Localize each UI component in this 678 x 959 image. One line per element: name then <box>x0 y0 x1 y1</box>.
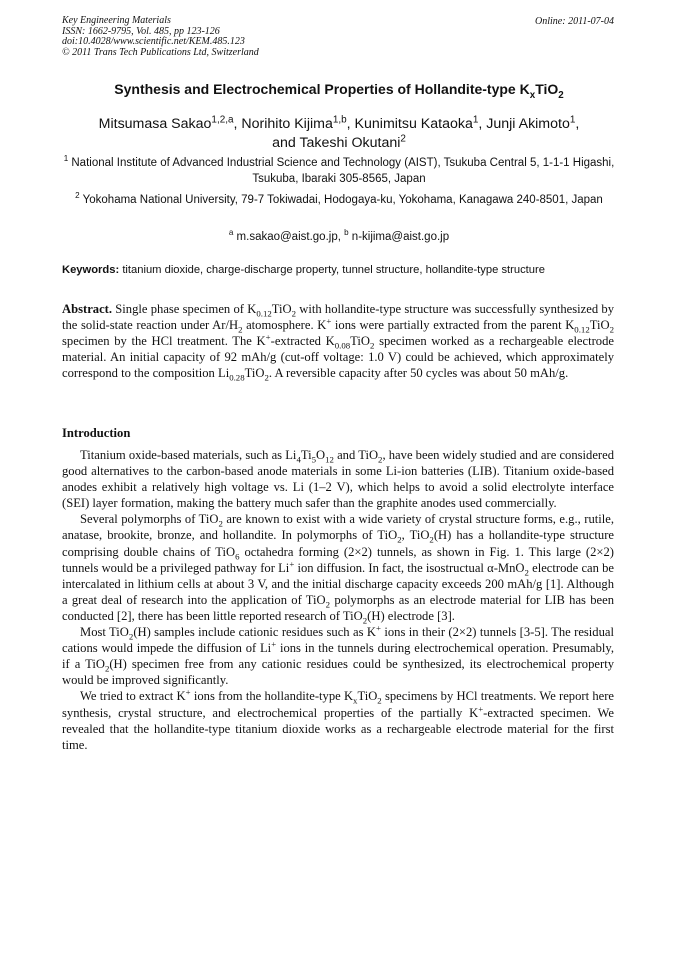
intro-paragraph-1: Titanium oxide-based materials, such as $Li_4Ti_5O_{12}$ and TiO$_2$, have been widely studied and are considered good alternatives to the carbon-based anode materials in some Li-ion batteries (LIB). Titanium oxide-based anodes exhibit a relatively high voltage vs. Li (1–2 V), which helps to avoid a solid electrolyte interface (SEI) layer formation, making the battery much safer than the graphite anodes used commercially. <box>62 448 615 511</box>
affiliation-1: $^1$ National Institute of Advanced Industrial Science and Technology (AIST), Tsukuba Central 5, 1-1-1 Higashi, Tsukuba, Ibaraki 305-8565, Japan <box>63 154 615 185</box>
keywords-text: titanium dioxide, charge-discharge property, tunnel structure, hollandite-type structure <box>122 264 545 276</box>
keywords <box>62 264 616 276</box>
author-list: Mitsumasa Sakao$^{1,2,a}$, Norihito Kijima$^{1,b}$, Kunimitsu Kataoka$^1$, Junji Akimoto$^1$, and Takeshi Okutani$^2$ <box>98 114 580 151</box>
author-1: Mitsumasa Sakao <box>98 116 212 132</box>
copyright-line: © 2011 Trans Tech Publications Ltd, Switzerland <box>62 46 259 58</box>
affiliation-2: $^2$ Yokohama National University, 79-7 Tokiwadai, Hodogaya-ku, Yokohama, Kanagawa 240-8501, Japan <box>75 191 603 206</box>
paper-title: Synthesis and Electrochemical Properties of Hollandite-type $K_xTiO_2$ <box>114 81 564 101</box>
issn-line: ISSN: 1662-9795, Vol. 485, pp 123-126 <box>62 25 220 37</box>
introduction-heading: Introduction <box>62 426 131 440</box>
abstract: Abstract. Single phase specimen of $K_{0.12}TiO_2$ with hollandite-type structure was successfully synthesized by the solid-state reaction under $Ar/H_2$ atomosphere. K+ ions were partially extracted from the parent $K_{0.12}TiO_2$ specimen by the HCl treatment. The K+-extracted $K_{0.08}TiO_2$ specimen worked as a rechargeable electrode material. An initial capacity of 92 mAh/g (cut-off voltage: 1.0 V) could be achieved, which approximately correspond to the composition $Li_{0.28}TiO_2$. A reversible capacity after 50 cycles was about 50 mAh/g. <box>62 302 614 383</box>
journal-header <box>62 16 259 58</box>
journal-name: Key Engineering Materials <box>62 15 171 26</box>
online-date: Online: 2011-07-04 <box>535 16 614 27</box>
intro-paragraph-4: We tried to extract K+ ions from the hollandite-type $K_xTiO_2$ specimens by HCl treatments. We report here synthesis, crystal structure, and electrochemical properties of the partially K+-extracted specimen. We revealed that the hollandite-type titanium dioxide works as a rechargeable electrode material for the first time. <box>62 687 615 752</box>
author-5: Takeshi Okutani <box>299 134 401 151</box>
introduction-body <box>62 447 614 753</box>
email-line: $^a$ m.sakao@aist.go.jp, $^b$ n-kijima@aist.go.jp <box>228 228 450 243</box>
author-3: Kunimitsu Kataoka <box>354 116 473 132</box>
author-2: Norihito Kijima <box>241 116 333 132</box>
intro-paragraph-2: Several polymorphs of TiO$_2$ are known to exist with a wide variety of crystal structure forms, e.g., rutile, anatase, brookite, bronze, and hollandite. In polymorphs of TiO$_2$, TiO$_2$(H) has a hollandite-type structure comprising double chains of TiO$_6$ octahedra forming (2×2) tunnels, as shown in Fig. 1. This large (2×2) tunnels would be a privileged pathway for Li+ ion diffusion. In fact, the isostructual α-MnO$_2$ electrode can be intercalated in lithium cells at about 3 V, and the initial discharge capacity exceeds 200 mAh/g [1]. Although a great deal of research into the application of TiO$_2$ polymorphs as an electrode material for LIB has been conducted [2], there has been little reported research of TiO$_2$(H) electrode [3]. <box>62 512 615 626</box>
doi-line: doi:10.4028/www.scientific.net/KEM.485.123 <box>62 36 245 47</box>
author-4: Junji Akimoto <box>486 116 570 132</box>
intro-paragraph-3: Most TiO$_2$(H) samples include cationic residues such as K+ ions in their (2×2) tunnels [3-5]. The residual cations would impede the diffusion of Li+ ions in the tunnels during electrochemical operation. Presumably, if a TiO$_2$(H) specimen free from any cationic residues could be synthesized, its electrochemical property would be improved significantly. <box>62 622 615 688</box>
keywords-label: Keywords: <box>62 264 120 276</box>
abstract-label: Abstract. <box>62 302 113 316</box>
